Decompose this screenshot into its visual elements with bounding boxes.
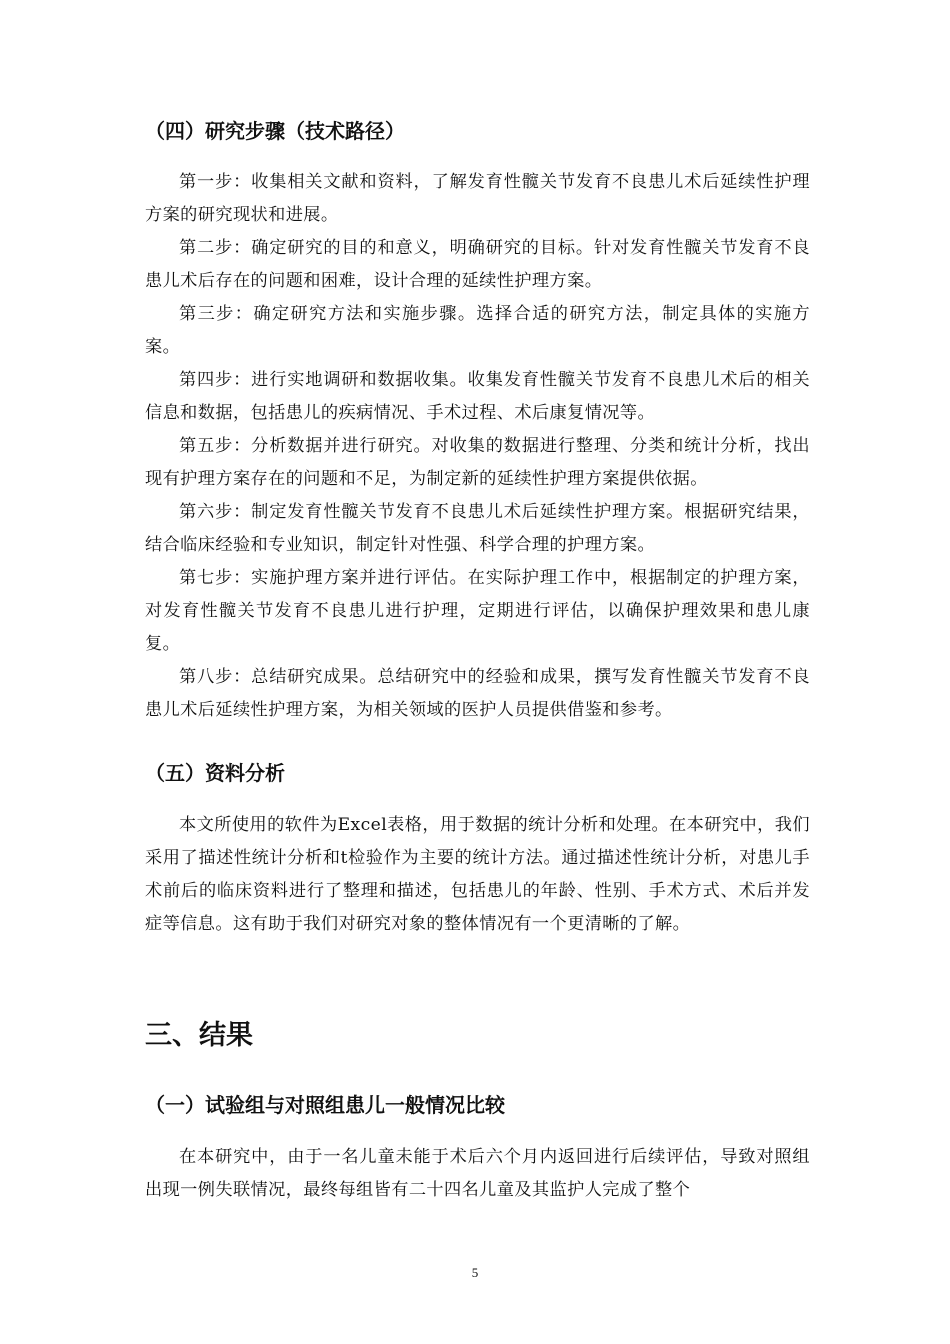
step-3: 第三步：确定研究方法和实施步骤。选择合适的研究方法，制定具体的实施方案。 [145, 304, 810, 357]
general-comparison-block [145, 1141, 810, 1207]
step-5: 第五步：分析数据并进行研究。对收集的数据进行整理、分类和统计分析，找出现有护理方案存在的问题和不足，为制定新的延续性护理方案提供依据。 [145, 436, 810, 489]
step-2: 第二步：确定研究的目的和意义，明确研究的目标。针对发育性髋关节发育不良患儿术后存在的问题和困难，设计合理的延续性护理方案。 [145, 238, 810, 291]
step-8: 第八步：总结研究成果。总结研究中的经验和成果，撰写发育性髋关节发育不良患儿术后延续性护理方案，为相关领域的医护人员提供借鉴和参考。 [145, 667, 810, 720]
research-steps-list [145, 166, 810, 727]
heading-research-steps: （四）研究步骤（技术路径） [145, 119, 405, 143]
step-7: 第七步：实施护理方案并进行评估。在实际护理工作中，根据制定的护理方案，对发育性髋关节发育不良患儿进行护理，定期进行评估，以确保护理效果和患儿康复。 [145, 568, 810, 654]
heading-data-analysis: （五）资料分析 [145, 761, 285, 785]
page-number: 5 [471, 1265, 479, 1280]
step-6: 第六步：制定发育性髋关节发育不良患儿术后延续性护理方案。根据研究结果，结合临床经验和专业知识，制定针对性强、科学合理的护理方案。 [145, 502, 810, 555]
general-comparison-paragraph: 在本研究中，由于一名儿童未能于术后六个月内返回进行后续评估，导致对照组出现一例失联情况，最终每组皆有二十四名儿童及其监护人完成了整个 [145, 1147, 810, 1200]
step-1: 第一步：收集相关文献和资料，了解发育性髋关节发育不良患儿术后延续性护理方案的研究现状和进展。 [145, 172, 810, 225]
heading-results: 三、结果 [145, 1020, 253, 1051]
step-4: 第四步：进行实地调研和数据收集。收集发育性髋关节发育不良患儿术后的相关信息和数据，包括患儿的疾病情况、手术过程、术后康复情况等。 [145, 370, 810, 423]
data-analysis-block [145, 809, 810, 941]
heading-general-comparison: （一）试验组与对照组患儿一般情况比较 [145, 1093, 505, 1117]
data-analysis-paragraph: 本文所使用的软件为Excel表格，用于数据的统计分析和处理。在本研究中，我们采用了描述性统计分析和t检验作为主要的统计方法。通过描述性统计分析，对患儿手术前后的临床资料进行了整理和描述，包括患儿的年龄、性别、手术方式、术后并发症等信息。这有助于我们对研究对象的整体情况有一个更清晰的了解。 [145, 815, 810, 934]
